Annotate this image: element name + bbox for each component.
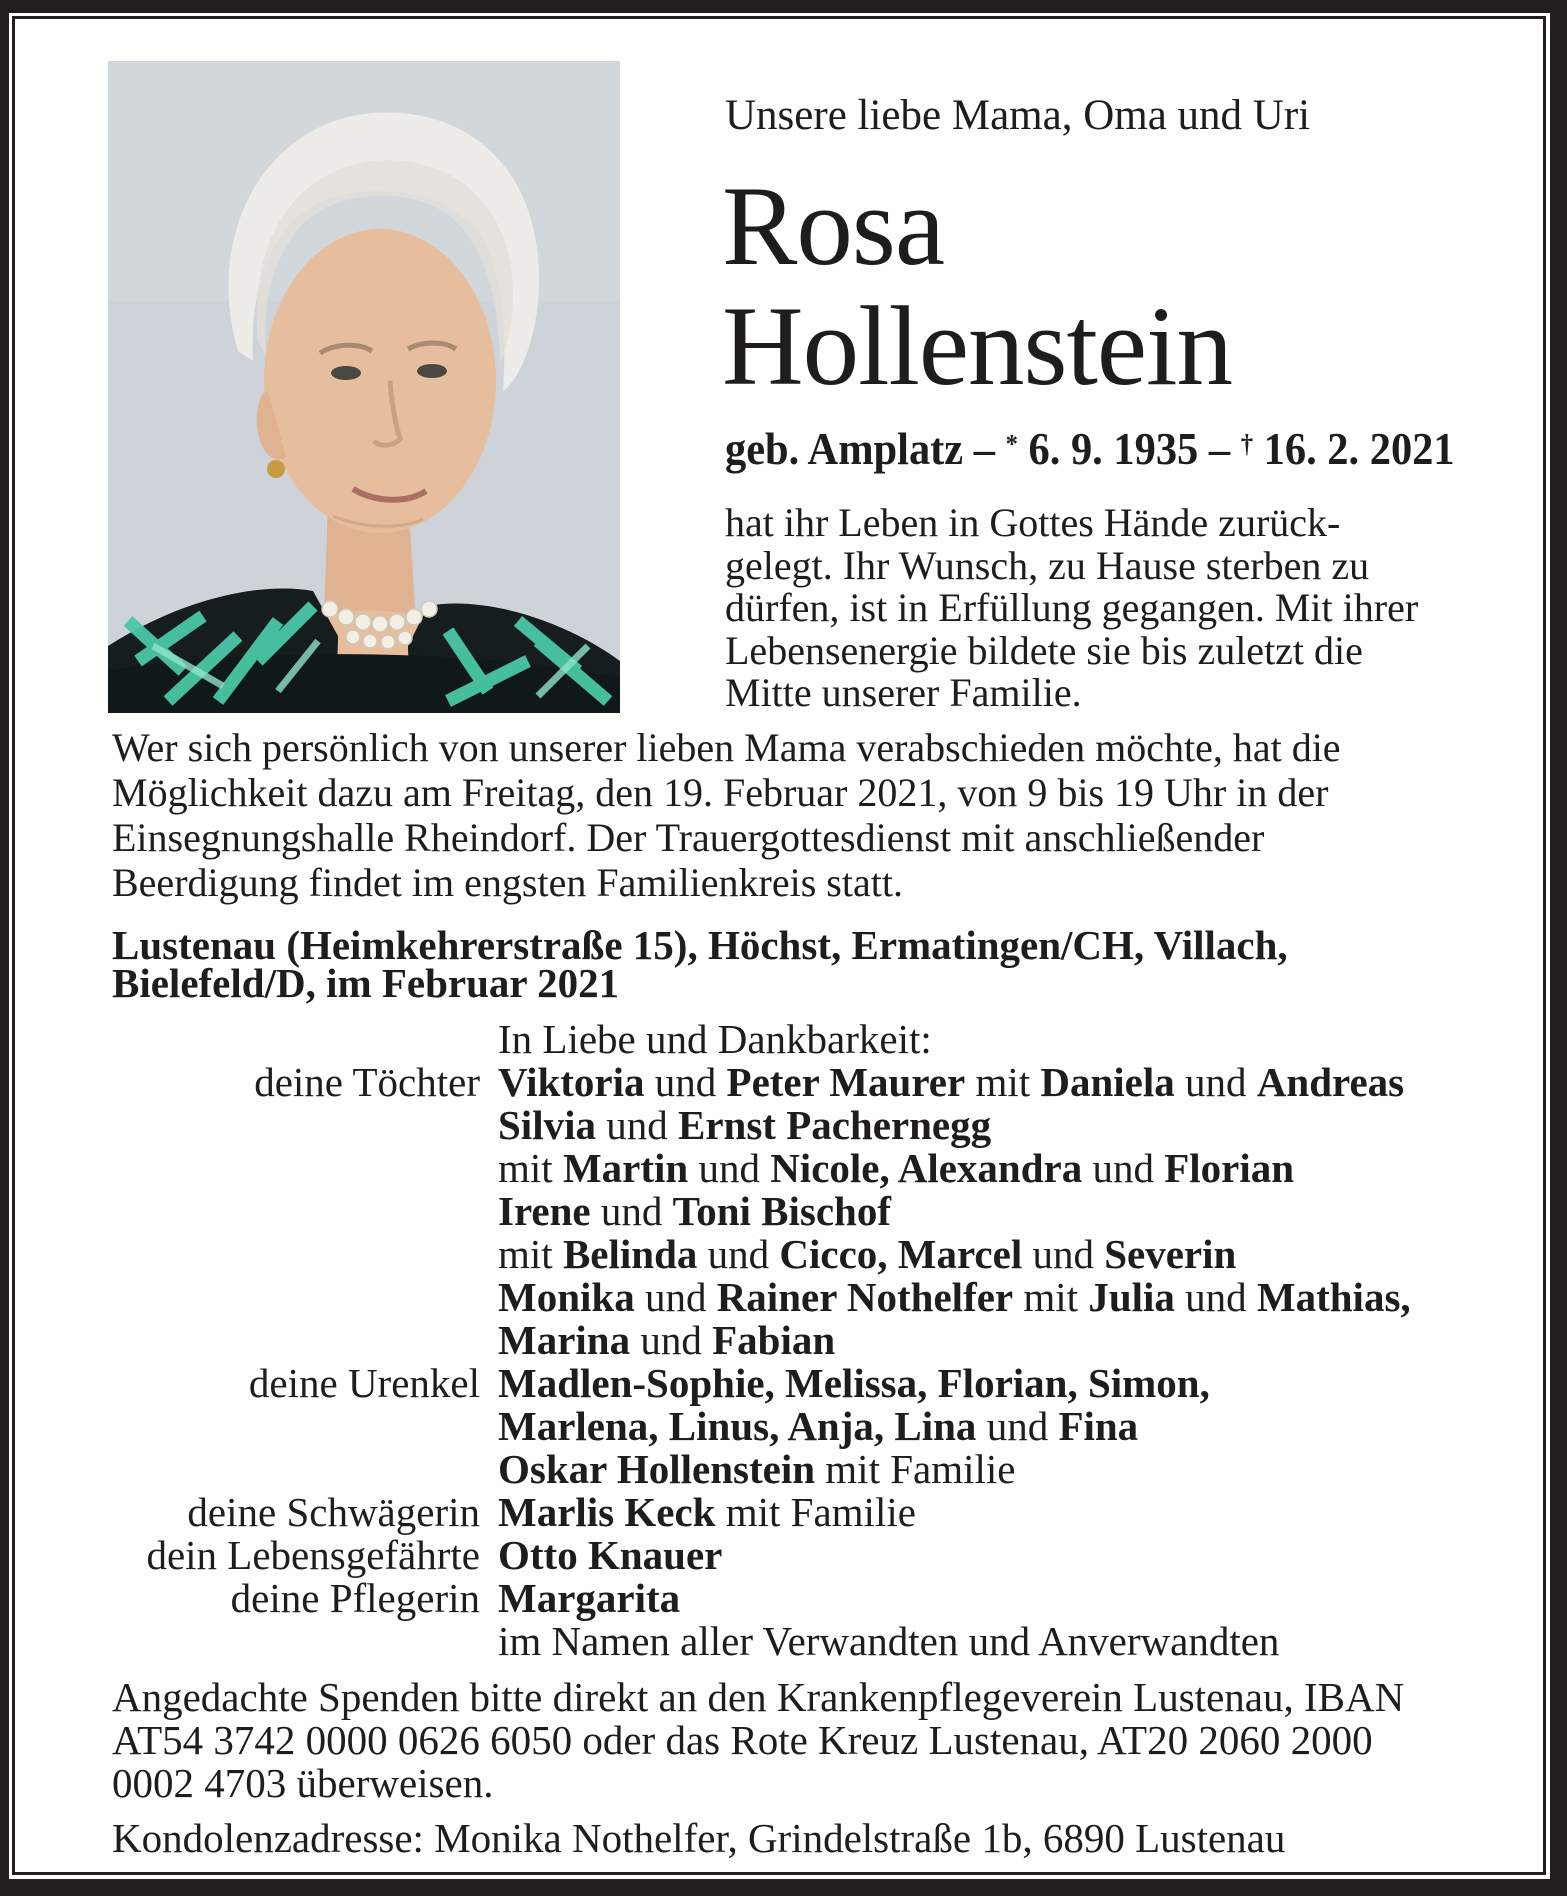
deceased-name <box>722 164 1502 409</box>
names-text: im Namen aller Verwandten und Anverwandten <box>498 1618 1280 1664</box>
portrait-illustration <box>108 61 620 713</box>
signature-row <box>0 1018 1458 1061</box>
relation-label <box>0 1448 480 1491</box>
farewell-paragraph <box>112 725 1455 905</box>
text-line: 0002 4703 überweisen. <box>112 1760 494 1806</box>
signature-block <box>0 1018 1458 1663</box>
salutation-line: Unsere liebe Mama, Oma und Uri <box>725 92 1311 139</box>
signature-row <box>0 1362 1458 1405</box>
signature-row <box>0 1534 1458 1577</box>
relation-label: deine Schwägerin <box>187 1489 480 1535</box>
relation-label <box>0 1104 480 1147</box>
names-text: Marina und Fabian <box>498 1317 836 1363</box>
text-line: Einsegnungshalle Rheindorf. Der Trauergottesdienst mit anschließender <box>112 815 1265 860</box>
portrait-photo <box>108 61 620 713</box>
signature-row <box>0 1448 1458 1491</box>
relation-label <box>0 1190 480 1233</box>
text-line: Kondolenzadresse: Monika Nothelfer, Grindelstraße 1b, 6890 Lustenau <box>112 1815 1286 1861</box>
text-line: hat ihr Leben in Gottes Hände zurück- <box>725 500 1341 545</box>
signature-row <box>0 1405 1458 1448</box>
relation-label <box>0 1147 480 1190</box>
donation-paragraph <box>112 1676 1455 1805</box>
relation-label: deine Pflegerin <box>230 1575 480 1621</box>
names-text: Silvia und Ernst Pachernegg <box>498 1102 992 1148</box>
names-text: Monika und Rainer Nothelfer mit Julia und Mathias, <box>498 1274 1411 1320</box>
signature-row <box>0 1577 1458 1620</box>
names-text: mit Martin und Nicole, Alexandra und Florian <box>498 1145 1295 1191</box>
relation-label: deine Töchter <box>254 1059 480 1105</box>
relation-label: deine Urenkel <box>248 1360 480 1406</box>
text-line: Lustenau (Heimkehrerstraße 15), Höchst, Ermatingen/CH, Villach, <box>112 922 1288 968</box>
text-line: dürfen, ist in Erfüllung gegangen. Mit ihrer <box>725 585 1419 630</box>
deceased-first-name: Rosa <box>722 164 944 289</box>
text-line: Möglichkeit dazu am Freitag, den 19. Februar 2021, von 9 bis 19 Uhr in der <box>112 770 1329 815</box>
names-text: Marlis Keck mit Familie <box>498 1489 916 1535</box>
signature-row <box>0 1190 1458 1233</box>
names-text: Madlen-Sophie, Melissa, Florian, Simon, <box>498 1360 1210 1406</box>
names-text: Viktoria und Peter Maurer mit Daniela und Andreas <box>498 1059 1405 1105</box>
signature-row <box>0 1491 1458 1534</box>
signature-row <box>0 1319 1458 1362</box>
relation-label <box>0 1276 480 1319</box>
text-line: Mitte unserer Familie. <box>725 670 1082 715</box>
relation-label <box>0 1620 480 1663</box>
names-text: In Liebe und Dankbarkeit: <box>498 1016 932 1062</box>
text-line: Angedachte Spenden bitte direkt an den Krankenpflegeverein Lustenau, IBAN <box>112 1674 1405 1720</box>
text-line: Lebensenergie bildete sie bis zuletzt die <box>725 627 1363 673</box>
places-and-date-block <box>112 922 1455 1006</box>
text-line: AT54 3742 0000 0626 6050 oder das Rote Kreuz Lustenau, AT20 2060 2000 <box>112 1717 1373 1763</box>
names-text: Otto Knauer <box>498 1532 723 1578</box>
text-line: gelegt. Ihr Wunsch, zu Hause sterben zu <box>725 542 1370 588</box>
text-line: Beerdigung findet im engsten Familienkreis statt. <box>112 860 903 905</box>
relation-label: dein Lebensgefährte <box>146 1532 480 1578</box>
life-paragraph <box>725 502 1455 715</box>
signature-row <box>0 1061 1458 1104</box>
birth-death-dates: geb. Amplatz – * 6. 9. 1935 – † 16. 2. 2021 <box>725 424 1455 474</box>
signature-row <box>0 1276 1458 1319</box>
deceased-last-name: Hollenstein <box>722 284 1232 409</box>
relation-label <box>0 1233 480 1276</box>
text-line: Wer sich persönlich von unserer lieben Mama verabschieden möchte, hat die <box>112 725 1341 770</box>
names-text: Oskar Hollenstein mit Familie <box>498 1446 1016 1492</box>
relation-label <box>0 1405 480 1448</box>
signature-row <box>0 1620 1458 1663</box>
names-text: Marlena, Linus, Anja, Lina und Fina <box>498 1403 1139 1449</box>
signature-row <box>0 1233 1458 1276</box>
signature-row <box>0 1147 1458 1190</box>
relation-label <box>0 1319 480 1362</box>
names-text: Margarita <box>498 1575 681 1621</box>
relation-label <box>0 1018 480 1061</box>
names-text: Irene und Toni Bischof <box>498 1188 891 1234</box>
signature-row <box>0 1104 1458 1147</box>
condolence-address-line <box>112 1817 1455 1860</box>
text-line: Bielefeld/D, im Februar 2021 <box>112 960 620 1006</box>
names-text: mit Belinda und Cicco, Marcel und Severin <box>498 1231 1237 1277</box>
